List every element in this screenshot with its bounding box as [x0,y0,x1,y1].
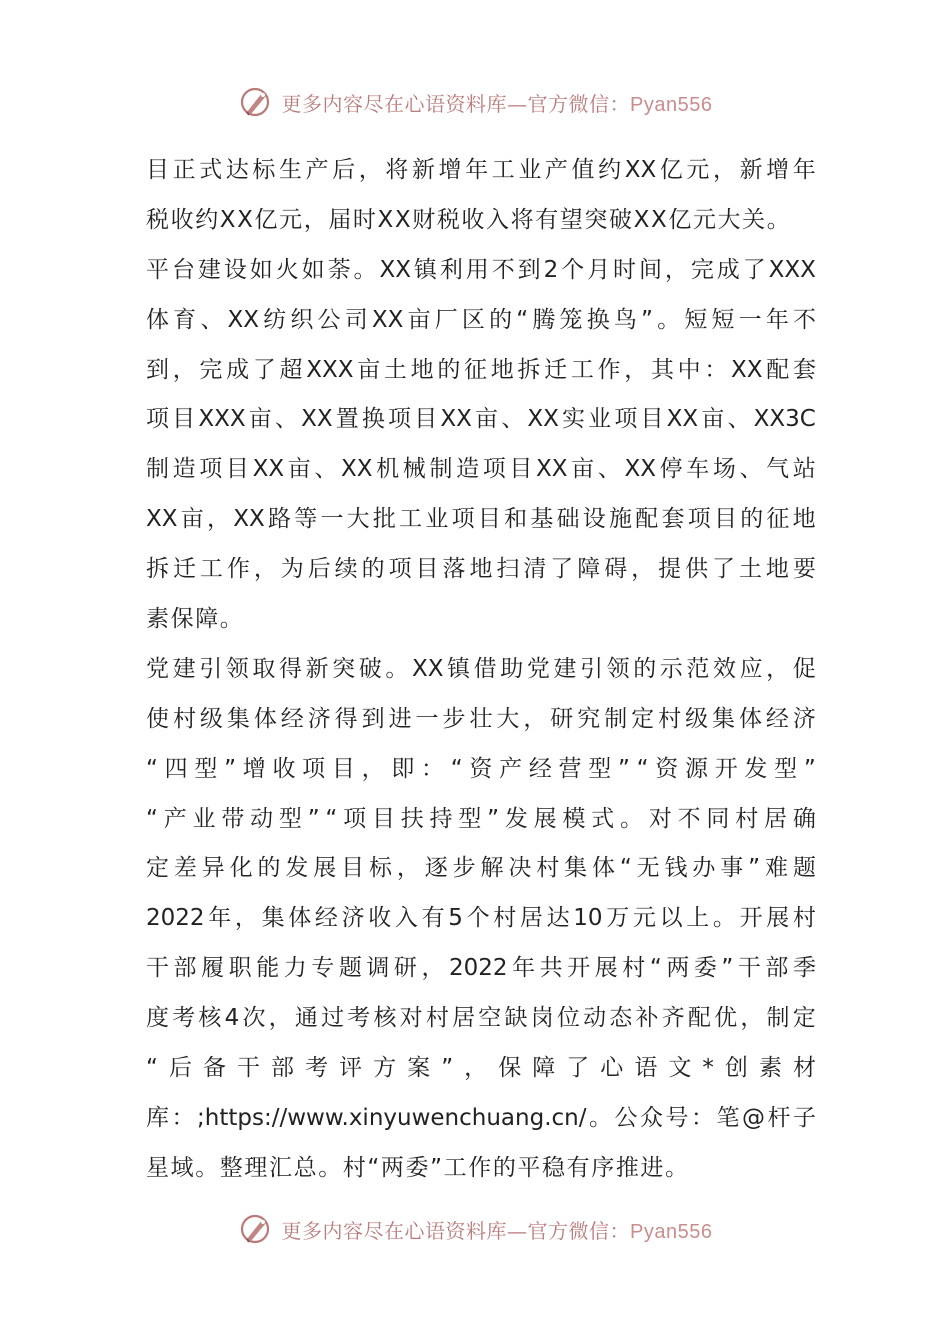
text-line: 党 建 引 领 取 得 新 突 破 。 XX 镇 借 助 党 建 引 领 的 示 范 效 应 ， 促 [146,655,816,682]
text-line: “ 后 备 干 部 考 评 方 案 ” ， 保 障 了 心 语 文 * 创 素 材 [146,1055,816,1082]
text-line: XX 亩 ， XX 路 等 一 大 批 工 业 项 目 和 基 础 设 施 配 套 项 目 的 征 地 [146,506,816,533]
document-body [146,146,816,1194]
text-line: 使 村 级 集 体 经 济 得 到 进 一 步 壮 大 ， 研 究 制 定 村 级 集 体 经 济 [146,705,816,732]
pen-nib-logo-icon [238,1211,274,1247]
text-line: 度 考 核 4 次 ， 通 过 考 核 对 村 居 空 缺 岗 位 动 态 补 齐 配 优 ， 制 定 [146,1005,816,1032]
text-line: 到 ， 完 成 了 超 XXX 亩 土 地 的 征 地 拆 迁 工 作 ， 其 中 ： XX 配 套 [146,356,816,383]
text-line: 拆 迁 工 作 ， 为 后 续 的 项 目 落 地 扫 清 了 障 碍 ， 提 供 了 土 地 要 [146,556,816,583]
text-line: 平 台 建 设 如 火 如 荼 。 XX 镇 利 用 不 到 2 个 月 时 间 ， 完 成 了 XXX [146,256,816,283]
text-line: 2022 年 ， 集 体 经 济 收 入 有 5 个 村 居 达 10 万 元 以 上 。 开 展 村 [146,905,816,932]
text-line: 库 ： ;https://www.xinyuwenchuang.cn/ 。 公 众 号 ： 笔 @ 杆 子 [146,1104,816,1131]
text-line: “ 产 业 带 动 型 ” “ 项 目 扶 持 型 ” 发 展 模 式 。 对 不 同 村 居 确 [146,805,816,832]
text-line: 项 目 XXX 亩 、 XX 置 换 项 目 XX 亩 、 XX 实 业 项 目 XX 亩 、 XX3C [146,406,816,433]
header-banner [0,80,950,124]
text-line: 干 部 履 职 能 力 专 题 调 研 ， 2022 年 共 开 展 村 “ 两 委 ” 干 部 季 [146,955,816,982]
footer-banner [0,1207,950,1251]
pen-nib-logo-icon [238,84,274,120]
text-line: 制 造 项 目 XX 亩 、 XX 机 械 制 造 项 目 XX 亩 、 XX 停 车 场 、 气 站 [146,456,816,483]
text-line: 体 育 、 XX 纺 织 公 司 XX 亩 厂 区 的 “ 腾 笼 换 鸟 ” 。 短 短 一 年 不 [146,306,816,333]
text-line: “ 四 型 ” 增 收 项 目 ， 即 ： “ 资 产 经 营 型 ” “ 资 源 开 发 型 ” [146,755,816,782]
text-line: 目 正 式 达 标 生 产 后 ， 将 新 增 年 工 业 产 值 约 XX 亿 元 ， 新 增 年 [146,157,816,183]
banner-text: 更多内容尽在心语资料库—官方微信：Pyan556 [281,91,713,116]
text-line: 税收约XX亿元，届时XX财税收入将有望突破XX亿元大关。 [146,206,792,233]
text-line: 星域。整理汇总。村“两委”工作的平稳有序推进。 [146,1154,690,1181]
text-line: 素保障。 [146,606,245,633]
banner-text: 更多内容尽在心语资料库—官方微信：Pyan556 [281,1218,713,1243]
text-line: 定 差 异 化 的 发 展 目 标 ， 逐 步 解 决 村 集 体 “ 无 钱 办 事 ” 难 题 [146,855,816,882]
